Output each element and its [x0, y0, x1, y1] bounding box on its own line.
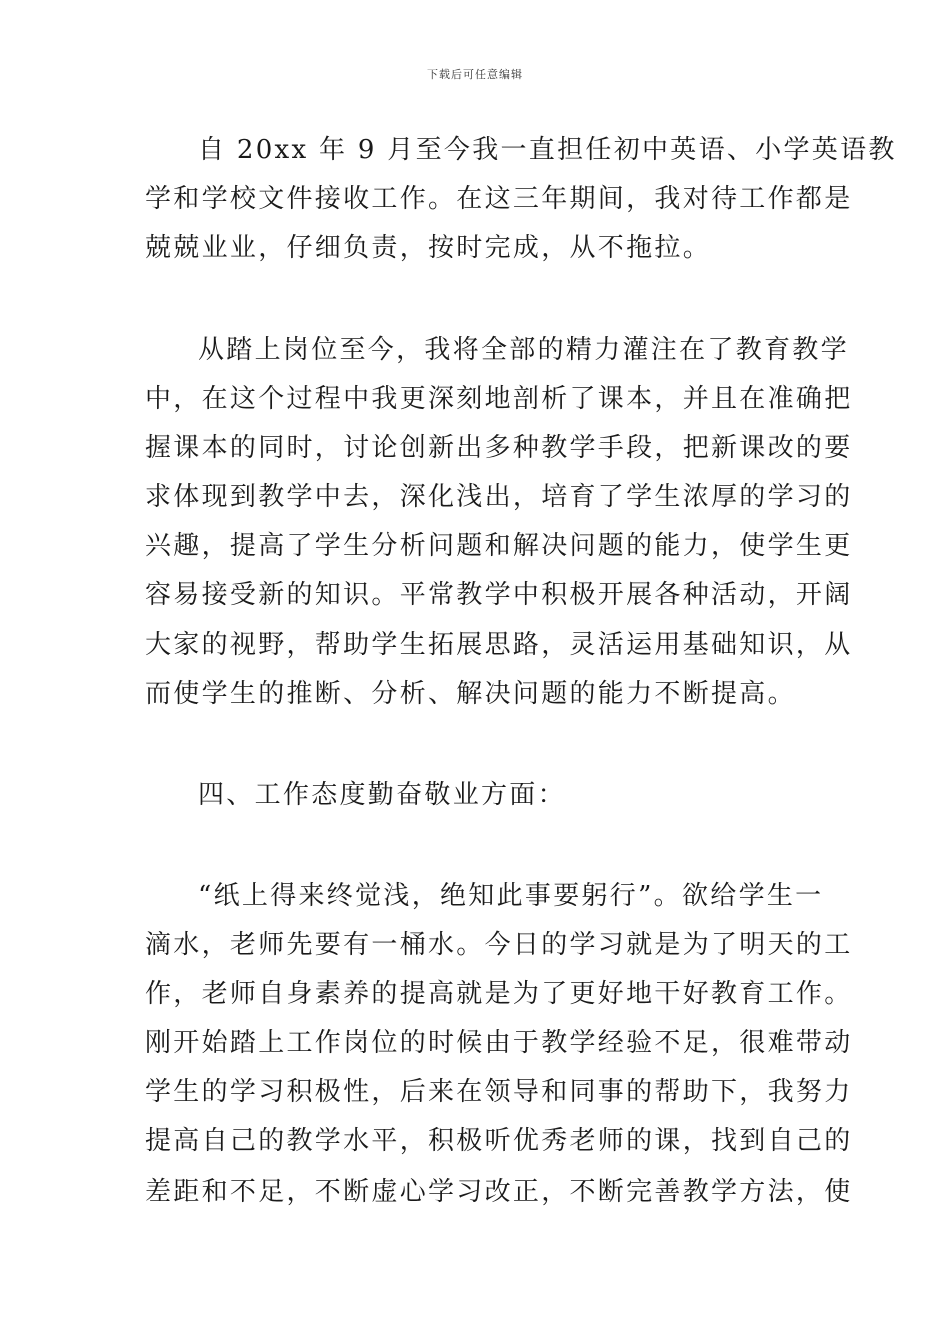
paragraph-2-line-4: 求体现到教学中去，深化浅出，培育了学生浓厚的学习的 [145, 482, 853, 512]
paragraph-2-line-1: 从踏上岗位至今，我将全部的精力灌注在了教育教学 [198, 335, 849, 365]
header-note: 下载后可任意编辑 [427, 68, 523, 81]
paragraph-2-line-3: 握课本的同时，讨论创新出多种教学手段，把新课改的要 [145, 433, 853, 463]
paragraph-2-line-7: 大家的视野，帮助学生拓展思路，灵活运用基础知识，从 [145, 630, 853, 660]
paragraph-2-line-5: 兴趣，提高了学生分析问题和解决问题的能力，使学生更 [145, 531, 853, 561]
paragraph-1-line-2: 学和学校文件接收工作。在这三年期间，我对待工作都是 [145, 184, 853, 214]
paragraph-4-line-7: 差距和不足，不断虚心学习改正，不断完善教学方法，使 [145, 1177, 853, 1207]
section-heading: 四、工作态度勤奋敬业方面： [198, 780, 566, 810]
paragraph-4-line-6: 提高自己的教学水平，积极听优秀老师的课，找到自己的 [145, 1126, 853, 1156]
paragraph-4-line-2: 滴水，老师先要有一桶水。今日的学习就是为了明天的工 [145, 930, 853, 960]
paragraph-4-line-3: 作，老师自身素养的提高就是为了更好地干好教育工作。 [145, 979, 853, 1009]
paragraph-4-line-1: “纸上得来终觉浅，绝知此事要躬行”。欲给学生一 [198, 881, 824, 911]
paragraph-4-line-5: 学生的学习积极性，后来在领导和同事的帮助下，我努力 [145, 1077, 853, 1107]
paragraph-2-line-2: 中，在这个过程中我更深刻地剖析了课本，并且在准确把 [145, 384, 853, 414]
paragraph-1-line-1: 自 20xx 年 9 月至今我一直担任初中英语、小学英语教 [198, 135, 897, 165]
paragraph-4-line-4: 刚开始踏上工作岗位的时候由于教学经验不足，很难带动 [145, 1028, 853, 1058]
paragraph-2-line-8: 而使学生的推断、分析、解决问题的能力不断提高。 [145, 679, 796, 709]
paragraph-1-line-3: 兢兢业业，仔细负责，按时完成，从不拖拉。 [145, 233, 712, 263]
paragraph-2-line-6: 容易接受新的知识。平常教学中积极开展各种活动，开阔 [145, 580, 853, 610]
